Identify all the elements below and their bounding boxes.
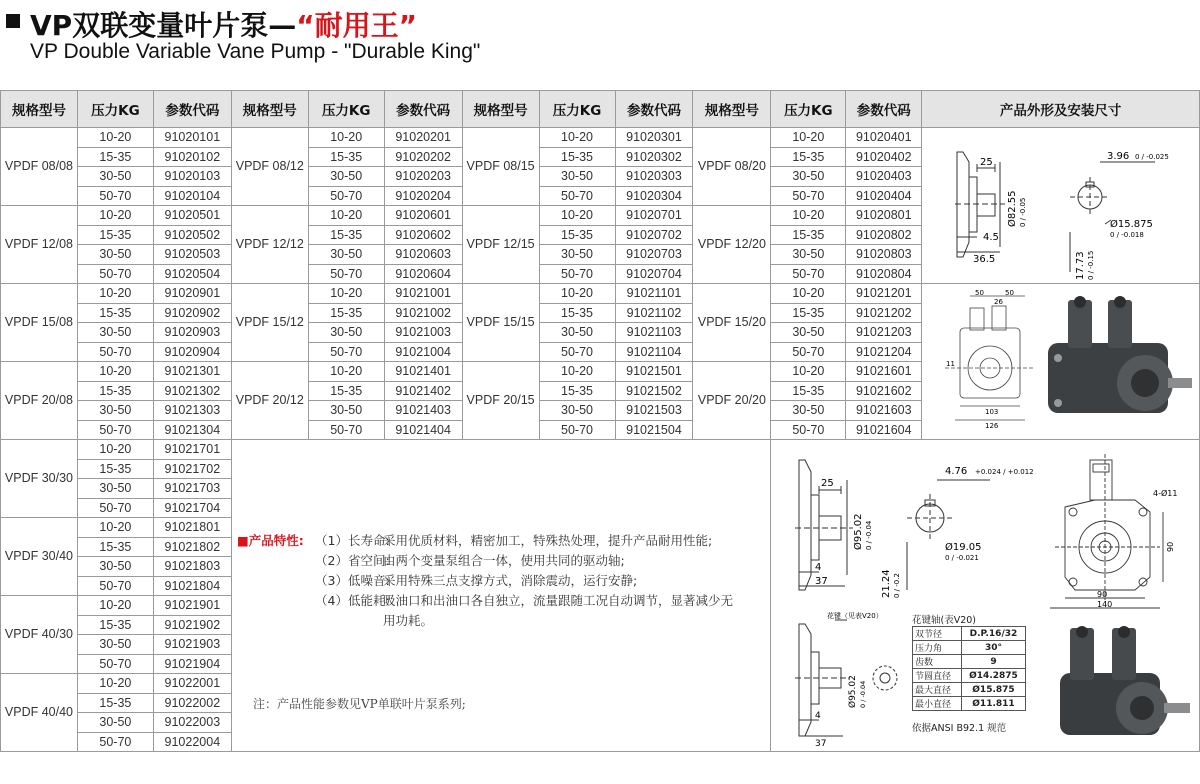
code-cell: 91022004 xyxy=(153,732,231,752)
pressure-cell: 10-20 xyxy=(771,362,846,382)
spline-row xyxy=(913,627,1026,641)
pressure-cell: 10-20 xyxy=(771,128,846,148)
pump-photo-upper xyxy=(1048,296,1192,413)
lower-front-holes: 4-Ø11 xyxy=(1153,489,1178,498)
header-cell: 参数代码 xyxy=(384,91,462,128)
spline-value: Ø11.811 xyxy=(961,697,1025,711)
pressure-cell: 15-35 xyxy=(308,303,384,323)
code-cell: 91020201 xyxy=(384,128,462,148)
lower-front-svg xyxy=(1045,452,1195,612)
model-cell: VPDF 20/20 xyxy=(693,362,771,440)
code-cell: 91022002 xyxy=(153,693,231,713)
pressure-cell: 50-70 xyxy=(308,264,384,284)
code-cell: 91020703 xyxy=(615,245,693,265)
spline-key: 齿数 xyxy=(913,655,962,669)
code-cell: 91021901 xyxy=(153,596,231,616)
code-cell: 91020302 xyxy=(615,147,693,167)
code-cell: 91021402 xyxy=(384,381,462,401)
code-cell: 91020103 xyxy=(153,167,231,187)
lower-dim-d3-tol: 0 / -0.04 xyxy=(865,520,873,550)
pressure-cell: 50-70 xyxy=(539,342,615,362)
mid-dim-b: 50 xyxy=(1005,289,1014,297)
code-cell: 91020704 xyxy=(615,264,693,284)
model-cell: VPDF 15/12 xyxy=(231,284,308,362)
title-cn-prefix: VP双联变量叶片泵— xyxy=(30,9,297,42)
spline-row xyxy=(913,683,1026,697)
upper-dim-d1-tol: 0 / -0.025 xyxy=(1135,153,1169,161)
feature-item xyxy=(315,531,735,551)
spline-row xyxy=(913,669,1026,683)
spline-key: 最小直径 xyxy=(913,697,962,711)
code-cell: 91020904 xyxy=(153,342,231,362)
code-cell: 91021804 xyxy=(153,576,231,596)
pressure-cell: 30-50 xyxy=(539,167,615,187)
spline-shaft-drawing xyxy=(785,612,910,752)
code-cell: 91020902 xyxy=(153,303,231,323)
pressure-cell: 50-70 xyxy=(77,186,153,206)
pressure-cell: 50-70 xyxy=(771,420,846,440)
code-cell: 91020804 xyxy=(846,264,922,284)
lower-dim-d7: 21.24 xyxy=(881,569,892,598)
model-cell: VPDF 12/20 xyxy=(693,206,771,284)
pressure-cell: 30-50 xyxy=(539,401,615,421)
pressure-cell: 30-50 xyxy=(771,167,846,187)
pressure-cell: 50-70 xyxy=(539,264,615,284)
spline-label: 花键（见表V20） xyxy=(827,612,883,620)
pressure-cell: 50-70 xyxy=(77,576,153,596)
header-cell: 产品外形及安装尺寸 xyxy=(922,91,1200,128)
pressure-cell: 15-35 xyxy=(771,225,846,245)
pressure-cell: 10-20 xyxy=(771,284,846,304)
upper-dim-d5: 4.5 xyxy=(983,232,999,243)
feature-item xyxy=(315,551,735,571)
spline-table xyxy=(912,626,1026,711)
upper-dim-d6: 36.5 xyxy=(973,254,996,265)
code-cell: 91021404 xyxy=(384,420,462,440)
title-cn-highlight: “耐用王” xyxy=(296,9,418,42)
code-cell: 91020801 xyxy=(846,206,922,226)
code-cell: 91022003 xyxy=(153,713,231,733)
pressure-cell: 10-20 xyxy=(77,362,153,382)
mid-dim-e: 103 xyxy=(985,408,999,416)
model-cell: VPDF 15/15 xyxy=(462,284,539,362)
code-cell: 91021204 xyxy=(846,342,922,362)
code-cell: 91020802 xyxy=(846,225,922,245)
pressure-cell: 10-20 xyxy=(77,128,153,148)
spline-row xyxy=(913,697,1026,711)
code-cell: 91021202 xyxy=(846,303,922,323)
code-cell: 91020401 xyxy=(846,128,922,148)
model-cell: VPDF 30/30 xyxy=(1,440,78,518)
pressure-cell: 50-70 xyxy=(771,342,846,362)
spline-dim-d3-tol: 0 / -0.04 xyxy=(859,680,867,708)
code-cell: 91021902 xyxy=(153,615,231,635)
pressure-cell: 10-20 xyxy=(77,596,153,616)
pressure-cell: 10-20 xyxy=(771,206,846,226)
pressure-cell: 15-35 xyxy=(539,303,615,323)
code-cell: 91020403 xyxy=(846,167,922,187)
code-cell: 91021102 xyxy=(615,303,693,323)
lower-front-height: 90 xyxy=(1166,541,1175,552)
spline-dim-d3: Ø95.02 xyxy=(848,675,858,708)
features-panel xyxy=(231,443,771,755)
spline-value: D.P.16/32 xyxy=(961,627,1025,641)
header-cell: 压力KG xyxy=(308,91,384,128)
code-cell: 91021101 xyxy=(615,284,693,304)
pressure-cell: 15-35 xyxy=(308,381,384,401)
code-cell: 91020104 xyxy=(153,186,231,206)
pressure-cell: 30-50 xyxy=(77,479,153,499)
code-cell: 91021601 xyxy=(846,362,922,382)
model-cell: VPDF 20/08 xyxy=(1,362,78,440)
mid-dim-d: 11 xyxy=(946,360,955,368)
title-square-bullet xyxy=(6,14,20,28)
model-cell: VPDF 08/08 xyxy=(1,128,78,206)
lower-dim-d1: 4.76 xyxy=(945,466,968,477)
features-note: 注：产品性能参数见VP单联叶片泵系列; xyxy=(253,697,466,711)
pressure-cell: 50-70 xyxy=(77,420,153,440)
feature-text: 吸油口和出油口各自独立，流量跟随工况自动调节，显著减少无用功耗。 xyxy=(383,593,734,628)
spline-drawing-svg xyxy=(785,612,910,752)
spline-key: 双节径 xyxy=(913,627,962,641)
lower-dim-d6: 37 xyxy=(815,576,828,587)
pressure-cell: 10-20 xyxy=(77,518,153,538)
feature-label: （1）长寿命: xyxy=(315,533,390,548)
pressure-cell: 15-35 xyxy=(77,225,153,245)
pressure-cell: 15-35 xyxy=(77,459,153,479)
upper-dim-d7-tol: 0 / -0.15 xyxy=(1087,250,1095,280)
code-cell: 91021401 xyxy=(384,362,462,382)
pressure-cell: 10-20 xyxy=(77,284,153,304)
spline-dim-d6: 37 xyxy=(815,739,827,749)
lower-dim-d2: 25 xyxy=(821,478,834,489)
pressure-cell: 50-70 xyxy=(77,342,153,362)
code-cell: 91020602 xyxy=(384,225,462,245)
spline-key: 压力角 xyxy=(913,641,962,655)
pressure-cell: 10-20 xyxy=(77,206,153,226)
pressure-cell: 30-50 xyxy=(77,713,153,733)
code-cell: 91021903 xyxy=(153,635,231,655)
code-cell: 91020402 xyxy=(846,147,922,167)
lower-dimension-drawing xyxy=(785,450,1045,600)
code-cell: 91021603 xyxy=(846,401,922,421)
pressure-cell: 30-50 xyxy=(77,323,153,343)
feature-label: （3）低噪音: xyxy=(315,573,390,588)
code-cell: 91021203 xyxy=(846,323,922,343)
code-cell: 91021004 xyxy=(384,342,462,362)
code-cell: 91021304 xyxy=(153,420,231,440)
header-cell: 参数代码 xyxy=(846,91,922,128)
code-cell: 91021104 xyxy=(615,342,693,362)
spline-value: Ø14.2875 xyxy=(961,669,1025,683)
pressure-cell: 30-50 xyxy=(77,167,153,187)
code-cell: 91020102 xyxy=(153,147,231,167)
pressure-cell: 30-50 xyxy=(77,557,153,577)
mid-dim-c: 26 xyxy=(994,298,1003,306)
code-cell: 91021103 xyxy=(615,323,693,343)
pressure-cell: 10-20 xyxy=(77,440,153,460)
model-cell: VPDF 12/12 xyxy=(231,206,308,284)
feature-text: 采用优质材料，精密加工，特殊热处理，提升产品耐用性能; xyxy=(383,533,713,548)
table-header-row xyxy=(1,91,1200,128)
upper-dim-d3: Ø82.55 xyxy=(1007,190,1018,227)
pressure-cell: 50-70 xyxy=(77,498,153,518)
mid-dim-f: 126 xyxy=(985,422,999,430)
model-cell: VPDF 30/40 xyxy=(1,518,78,596)
upper-dim-d7: 17.73 xyxy=(1075,251,1086,280)
page-title-en: VP Double Variable Vane Pump - "Durable King" xyxy=(30,40,481,63)
pressure-cell: 30-50 xyxy=(308,245,384,265)
spline-value: 9 xyxy=(961,655,1025,669)
code-cell: 91020903 xyxy=(153,323,231,343)
pressure-cell: 30-50 xyxy=(77,635,153,655)
lower-dim-d4: Ø19.05 xyxy=(945,542,982,553)
code-cell: 91021801 xyxy=(153,518,231,538)
pressure-cell: 30-50 xyxy=(308,401,384,421)
code-cell: 91021604 xyxy=(846,420,922,440)
pressure-cell: 10-20 xyxy=(308,206,384,226)
pressure-cell: 15-35 xyxy=(77,381,153,401)
spline-table-title: 花键轴(表V20) xyxy=(912,615,976,626)
pressure-cell: 30-50 xyxy=(308,167,384,187)
code-cell: 91020702 xyxy=(615,225,693,245)
pressure-cell: 30-50 xyxy=(539,323,615,343)
model-cell: VPDF 08/15 xyxy=(462,128,539,206)
lower-front-width: 90 xyxy=(1097,590,1108,599)
header-cell: 规格型号 xyxy=(1,91,78,128)
pressure-cell: 50-70 xyxy=(539,186,615,206)
lower-dim-d1-tol: +0.024 / +0.012 xyxy=(975,468,1034,476)
code-cell: 91020404 xyxy=(846,186,922,206)
pressure-cell: 50-70 xyxy=(77,654,153,674)
code-cell: 91021503 xyxy=(615,401,693,421)
header-cell: 规格型号 xyxy=(231,91,308,128)
upper-dim-d1: 3.96 xyxy=(1107,151,1130,162)
pressure-cell: 30-50 xyxy=(539,245,615,265)
pressure-cell: 15-35 xyxy=(77,147,153,167)
spline-row xyxy=(913,641,1026,655)
code-cell: 91021403 xyxy=(384,401,462,421)
code-cell: 91020901 xyxy=(153,284,231,304)
code-cell: 91020503 xyxy=(153,245,231,265)
header-cell: 参数代码 xyxy=(615,91,693,128)
page-title-cn xyxy=(30,4,417,44)
lower-dim-d4-tol: 0 / -0.021 xyxy=(945,554,979,562)
mid-dim-a: 50 xyxy=(975,289,984,297)
code-cell: 91021002 xyxy=(384,303,462,323)
mid-drawing-svg xyxy=(930,288,1195,438)
pump-photo-lower xyxy=(1042,618,1192,753)
pressure-cell: 50-70 xyxy=(539,420,615,440)
code-cell: 91020203 xyxy=(384,167,462,187)
code-cell: 91021502 xyxy=(615,381,693,401)
code-cell: 91021504 xyxy=(615,420,693,440)
upper-drawing-svg xyxy=(925,132,1195,282)
model-cell: VPDF 40/30 xyxy=(1,596,78,674)
pressure-cell: 10-20 xyxy=(539,206,615,226)
pressure-cell: 50-70 xyxy=(771,264,846,284)
spline-key: 节圆直径 xyxy=(913,669,962,683)
upper-dimension-drawing xyxy=(925,132,1195,282)
header-cell: 压力KG xyxy=(77,91,153,128)
mid-drawing xyxy=(930,288,1195,438)
pressure-cell: 15-35 xyxy=(771,303,846,323)
page-header xyxy=(0,0,1200,86)
pressure-cell: 15-35 xyxy=(539,381,615,401)
lower-drawing-svg xyxy=(785,450,1045,600)
feature-label: （4）低能耗: xyxy=(315,593,390,608)
pressure-cell: 10-20 xyxy=(539,362,615,382)
feature-item xyxy=(315,571,735,591)
code-cell: 91020101 xyxy=(153,128,231,148)
pressure-cell: 10-20 xyxy=(539,284,615,304)
code-cell: 91020202 xyxy=(384,147,462,167)
header-cell: 规格型号 xyxy=(693,91,771,128)
code-cell: 91021303 xyxy=(153,401,231,421)
model-cell: VPDF 20/15 xyxy=(462,362,539,440)
lower-dim-d7-tol: 0 / -0.2 xyxy=(893,573,901,598)
code-cell: 91021803 xyxy=(153,557,231,577)
pressure-cell: 15-35 xyxy=(539,147,615,167)
feature-item xyxy=(315,591,735,631)
spline-key: 最大直径 xyxy=(913,683,962,697)
code-cell: 91021302 xyxy=(153,381,231,401)
upper-dim-d3-tol: 0 / -0.05 xyxy=(1019,197,1027,227)
model-cell: VPDF 15/08 xyxy=(1,284,78,362)
header-cell: 规格型号 xyxy=(462,91,539,128)
code-cell: 91020304 xyxy=(615,186,693,206)
pressure-cell: 10-20 xyxy=(539,128,615,148)
pressure-cell: 30-50 xyxy=(308,323,384,343)
code-cell: 91021703 xyxy=(153,479,231,499)
header-cell: 压力KG xyxy=(539,91,615,128)
code-cell: 91022001 xyxy=(153,674,231,694)
code-cell: 91020603 xyxy=(384,245,462,265)
header-cell: 参数代码 xyxy=(153,91,231,128)
pressure-cell: 30-50 xyxy=(771,245,846,265)
pressure-cell: 15-35 xyxy=(308,147,384,167)
code-cell: 91021001 xyxy=(384,284,462,304)
pressure-cell: 10-20 xyxy=(308,128,384,148)
pressure-cell: 15-35 xyxy=(539,225,615,245)
model-cell: VPDF 40/40 xyxy=(1,674,78,752)
code-cell: 91020301 xyxy=(615,128,693,148)
features-list xyxy=(315,531,735,631)
model-cell: VPDF 12/15 xyxy=(462,206,539,284)
code-cell: 91021003 xyxy=(384,323,462,343)
lower-dim-d5: 4 xyxy=(815,562,822,573)
code-cell: 91020204 xyxy=(384,186,462,206)
code-cell: 91020601 xyxy=(384,206,462,226)
feature-label: （2）省空间: xyxy=(315,553,390,568)
lower-dim-d3: Ø95.02 xyxy=(853,513,864,550)
pressure-cell: 15-35 xyxy=(77,615,153,635)
pressure-cell: 50-70 xyxy=(308,342,384,362)
pressure-cell: 10-20 xyxy=(308,284,384,304)
pressure-cell: 15-35 xyxy=(77,537,153,557)
code-cell: 91020604 xyxy=(384,264,462,284)
lower-front-view xyxy=(1045,452,1195,612)
spline-dim-d5: 4 xyxy=(815,711,821,721)
code-cell: 91020701 xyxy=(615,206,693,226)
code-cell: 91021802 xyxy=(153,537,231,557)
code-cell: 91020501 xyxy=(153,206,231,226)
code-cell: 91020504 xyxy=(153,264,231,284)
code-cell: 91021201 xyxy=(846,284,922,304)
code-cell: 91020803 xyxy=(846,245,922,265)
pressure-cell: 50-70 xyxy=(77,264,153,284)
code-cell: 91021702 xyxy=(153,459,231,479)
code-cell: 91021704 xyxy=(153,498,231,518)
pressure-cell: 50-70 xyxy=(771,186,846,206)
pressure-cell: 15-35 xyxy=(77,693,153,713)
model-cell: VPDF 12/08 xyxy=(1,206,78,284)
pressure-cell: 10-20 xyxy=(308,362,384,382)
spline-row xyxy=(913,655,1026,669)
pressure-cell: 50-70 xyxy=(77,732,153,752)
pressure-cell: 50-70 xyxy=(308,420,384,440)
header-cell: 压力KG xyxy=(771,91,846,128)
pressure-cell: 10-20 xyxy=(77,674,153,694)
model-cell: VPDF 15/20 xyxy=(693,284,771,362)
spline-value: 30° xyxy=(961,641,1025,655)
pressure-cell: 30-50 xyxy=(771,401,846,421)
pressure-cell: 15-35 xyxy=(308,225,384,245)
pressure-cell: 30-50 xyxy=(771,323,846,343)
pressure-cell: 15-35 xyxy=(771,147,846,167)
pressure-cell: 15-35 xyxy=(771,381,846,401)
lower-front-total: 140 xyxy=(1097,600,1113,609)
code-cell: 91021301 xyxy=(153,362,231,382)
feature-text: 采用特殊三点支撑方式，消除震动，运行安静; xyxy=(383,573,638,588)
pressure-cell: 30-50 xyxy=(77,245,153,265)
feature-text: 由两个变量泵组合一体，使用共同的驱动轴; xyxy=(383,553,625,568)
spline-value: Ø15.875 xyxy=(961,683,1025,697)
model-cell: VPDF 08/20 xyxy=(693,128,771,206)
upper-dim-d4: Ø15.875 xyxy=(1110,219,1153,230)
pressure-cell: 50-70 xyxy=(308,186,384,206)
code-cell: 91021904 xyxy=(153,654,231,674)
features-title: ■产品特性: xyxy=(237,533,304,548)
model-cell: VPDF 20/12 xyxy=(231,362,308,440)
pressure-cell: 30-50 xyxy=(77,401,153,421)
pump-photo-lower-svg xyxy=(1042,618,1192,753)
upper-dim-d2: 25 xyxy=(980,157,993,168)
model-cell: VPDF 08/12 xyxy=(231,128,308,206)
spline-table-footer: 依据ANSI B92.1 规范 xyxy=(912,723,1007,734)
code-cell: 91021602 xyxy=(846,381,922,401)
code-cell: 91021501 xyxy=(615,362,693,382)
code-cell: 91020303 xyxy=(615,167,693,187)
code-cell: 91020502 xyxy=(153,225,231,245)
pressure-cell: 15-35 xyxy=(77,303,153,323)
code-cell: 91021701 xyxy=(153,440,231,460)
upper-dim-d4-tol: 0 / -0.018 xyxy=(1110,231,1144,239)
